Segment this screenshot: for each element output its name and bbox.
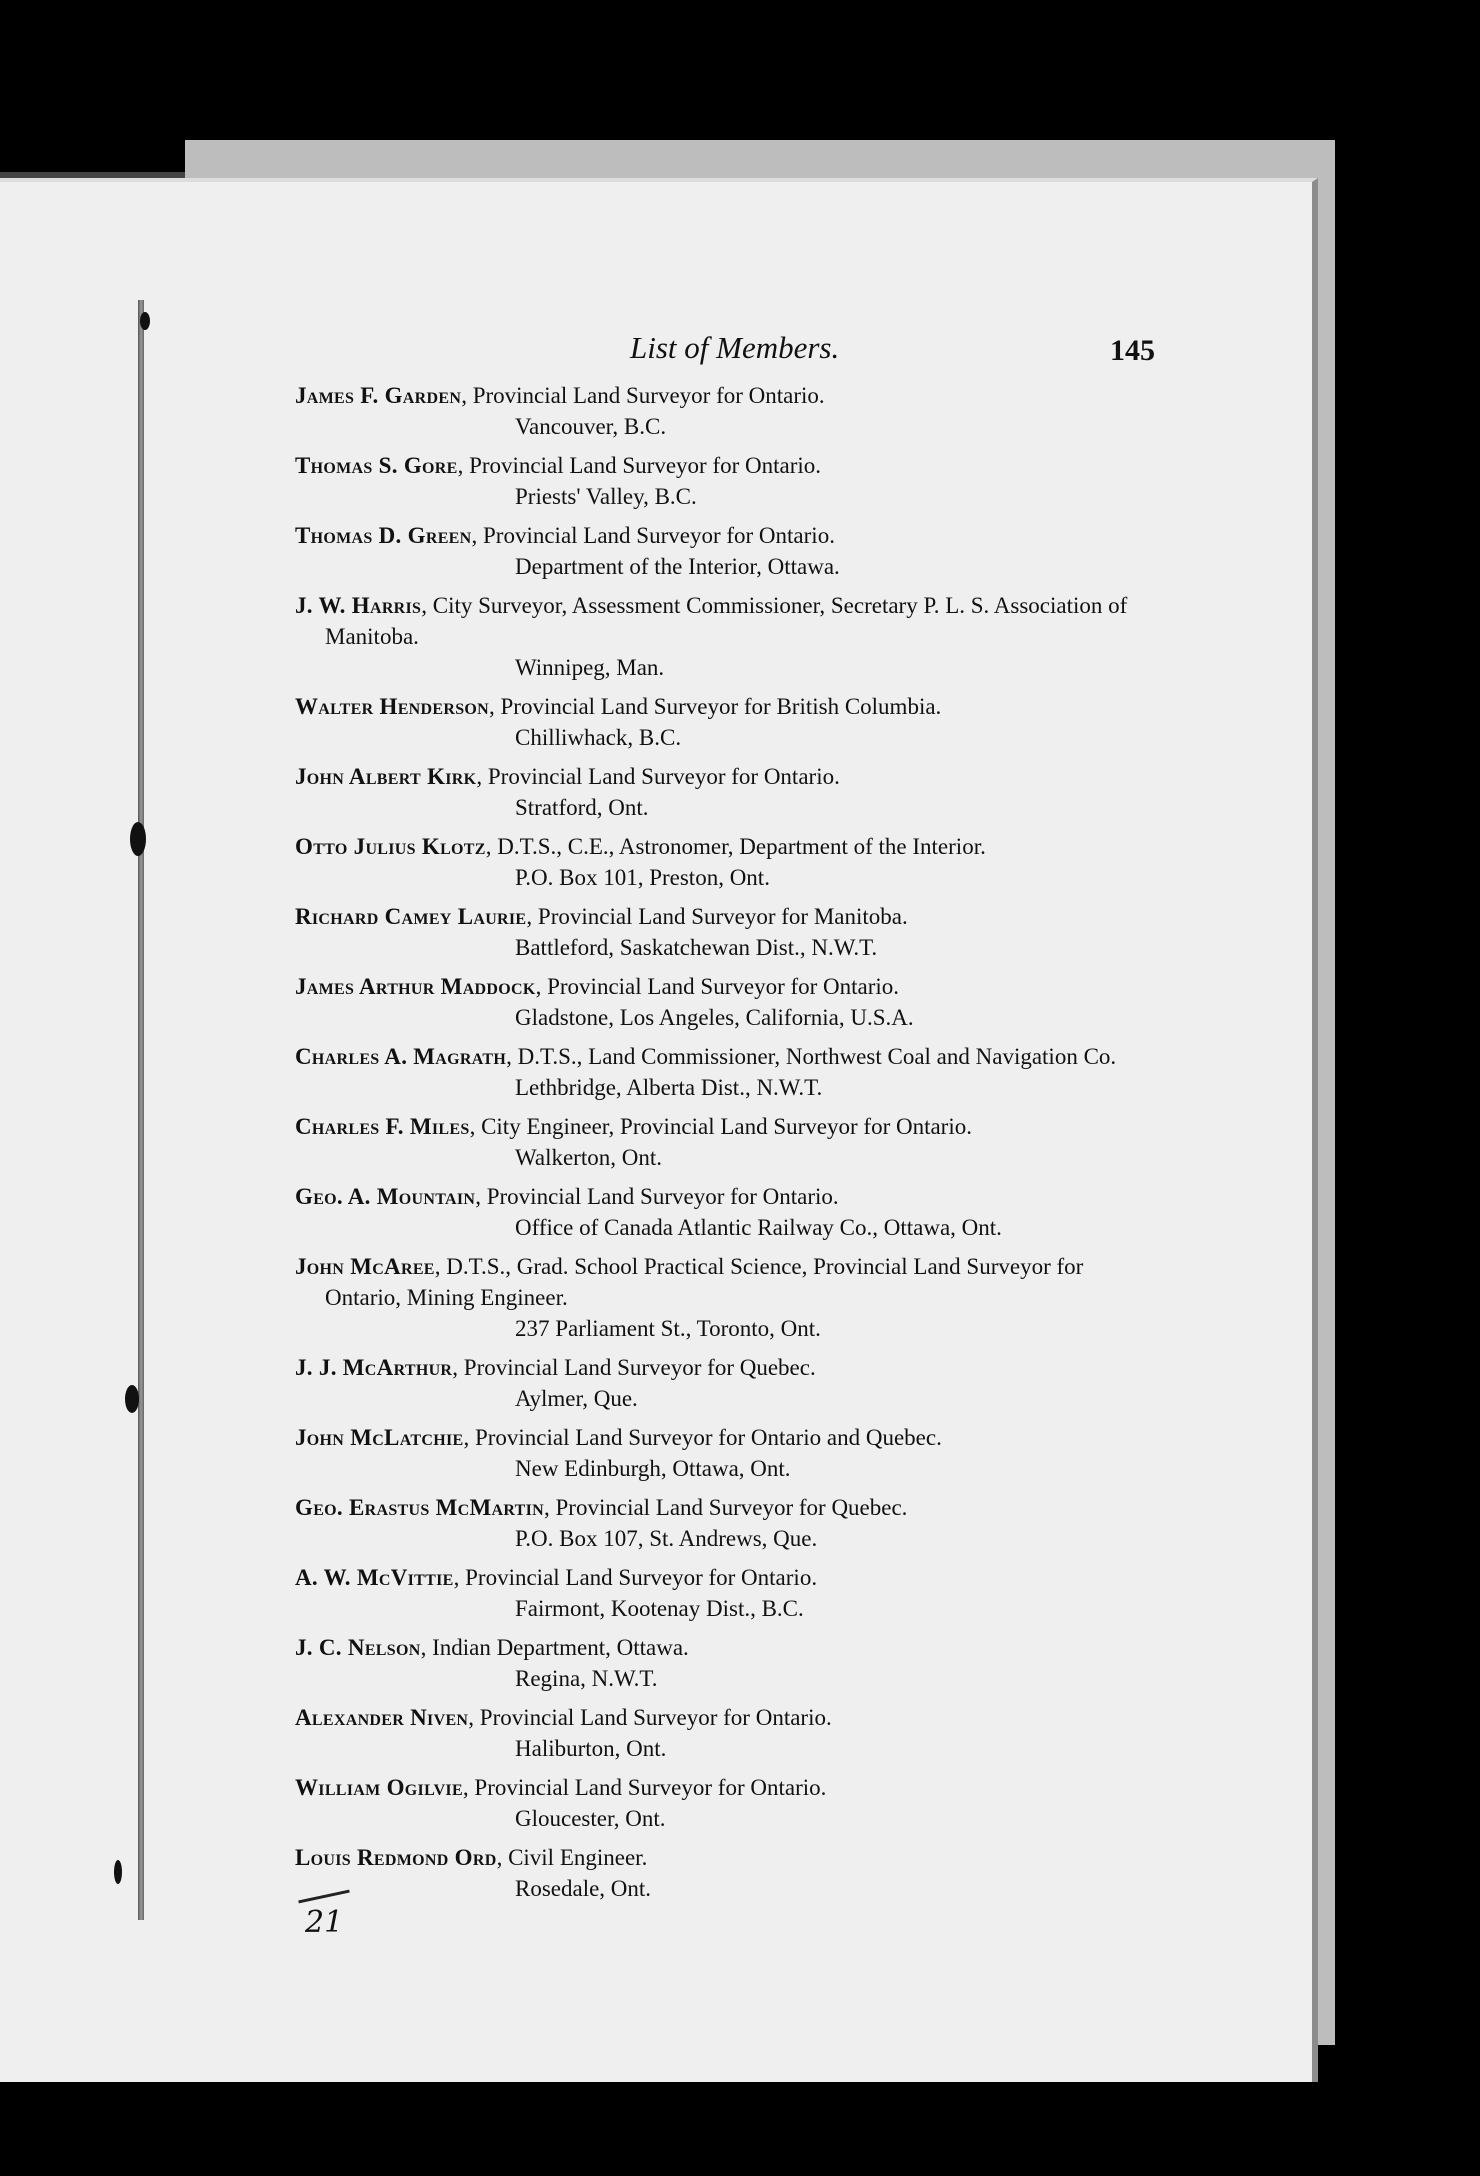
member-address: Vancouver, B.C. xyxy=(515,414,667,439)
member-description: , City Surveyor, Assessment Commissioner, Secretary P. L. S. Association of Manitoba. xyxy=(325,593,1128,649)
member-line xyxy=(295,590,1155,652)
member-line xyxy=(295,380,1155,411)
binding-blot xyxy=(125,1385,139,1413)
member-name: Charles F. Miles xyxy=(295,1114,470,1139)
member-entry xyxy=(295,1562,1155,1624)
member-entry xyxy=(295,520,1155,582)
binding-blot xyxy=(140,312,150,330)
member-entry xyxy=(295,831,1155,893)
member-line xyxy=(295,1702,1155,1733)
member-line xyxy=(295,1492,1155,1523)
member-address: Regina, N.W.T. xyxy=(515,1666,658,1691)
member-description: , Provincial Land Surveyor for Ontario. xyxy=(476,764,840,789)
member-line xyxy=(295,691,1155,722)
member-entry xyxy=(295,761,1155,823)
member-description: , City Engineer, Provincial Land Surveyor for Ontario. xyxy=(469,1114,972,1139)
member-address: Lethbridge, Alberta Dist., N.W.T. xyxy=(515,1075,823,1100)
handwritten-note: 21 xyxy=(305,1905,344,1940)
member-line xyxy=(295,1842,1155,1873)
member-address: P.O. Box 101, Preston, Ont. xyxy=(515,865,770,890)
member-description: , Provincial Land Surveyor for Ontario. xyxy=(462,1775,827,1800)
member-name: Otto Julius Klotz xyxy=(295,834,486,859)
member-line xyxy=(295,450,1155,481)
member-description: , Provincial Land Surveyor for Ontario. xyxy=(471,523,835,548)
member-line xyxy=(295,831,1155,862)
member-description: , Indian Department, Ottawa. xyxy=(420,1635,689,1660)
member-address: Battleford, Saskatchewan Dist., N.W.T. xyxy=(515,935,878,960)
member-name: Thomas S. Gore xyxy=(295,453,458,478)
member-entry xyxy=(295,691,1155,753)
member-name: John McAree xyxy=(295,1254,435,1279)
member-name: J. W. Harris xyxy=(295,593,422,618)
member-name: William Ogilvie xyxy=(295,1775,463,1800)
member-entry xyxy=(295,1772,1155,1834)
member-entry xyxy=(295,450,1155,512)
member-address: Aylmer, Que. xyxy=(515,1386,638,1411)
binding-blot xyxy=(130,822,146,856)
member-description: , Civil Engineer. xyxy=(496,1845,648,1870)
member-name: J. C. Nelson xyxy=(295,1635,421,1660)
member-address: Stratford, Ont. xyxy=(515,795,649,820)
member-line xyxy=(295,971,1155,1002)
member-description: , D.T.S., C.E., Astronomer, Department of the Interior. xyxy=(485,834,986,859)
running-title: List of Members. xyxy=(630,330,840,365)
member-entry xyxy=(295,1111,1155,1173)
member-entry xyxy=(295,1842,1155,1904)
member-line xyxy=(295,1772,1155,1803)
member-entry xyxy=(295,1251,1155,1344)
member-entry xyxy=(295,971,1155,1033)
page-number: 145 xyxy=(1110,334,1155,367)
member-name: James Arthur Maddock xyxy=(295,974,536,999)
member-name: A. W. McVittie xyxy=(295,1565,454,1590)
member-line xyxy=(295,1041,1155,1072)
member-list xyxy=(295,380,1155,1904)
member-name: Charles A. Magrath xyxy=(295,1044,507,1069)
member-description: , Provincial Land Surveyor for Ontario. xyxy=(461,383,825,408)
member-description: , Provincial Land Surveyor for Ontario. xyxy=(468,1705,832,1730)
binding-blot xyxy=(114,1860,122,1884)
member-name: John McLatchie xyxy=(295,1425,464,1450)
member-description: , D.T.S., Land Commissioner, Northwest Coal and Navigation Co. xyxy=(506,1044,1117,1069)
member-name: James F. Garden xyxy=(295,383,462,408)
member-description: , Provincial Land Surveyor for British Columbia. xyxy=(489,694,942,719)
page-header xyxy=(295,330,1155,380)
member-name: J. J. McArthur xyxy=(295,1355,453,1380)
member-address: New Edinburgh, Ottawa, Ont. xyxy=(515,1456,791,1481)
member-address: Fairmont, Kootenay Dist., B.C. xyxy=(515,1596,804,1621)
member-entry xyxy=(295,1352,1155,1414)
member-description: , Provincial Land Surveyor for Ontario. xyxy=(453,1565,818,1590)
binding-margin xyxy=(138,300,144,1920)
member-entry xyxy=(295,1181,1155,1243)
member-address: Gloucester, Ont. xyxy=(515,1806,666,1831)
member-entry xyxy=(295,1041,1155,1103)
member-address: Chilliwhack, B.C. xyxy=(515,725,682,750)
member-address: Rosedale, Ont. xyxy=(515,1876,652,1901)
member-line xyxy=(295,1632,1155,1663)
member-address: 237 Parliament St., Toronto, Ont. xyxy=(515,1316,821,1341)
member-entry xyxy=(295,901,1155,963)
member-line xyxy=(295,901,1155,932)
member-entry xyxy=(295,380,1155,442)
member-description: , Provincial Land Surveyor for Ontario and Quebec. xyxy=(463,1425,942,1450)
member-name: Louis Redmond Ord xyxy=(295,1845,497,1870)
member-line xyxy=(295,761,1155,792)
member-entry xyxy=(295,1422,1155,1484)
member-description: , Provincial Land Surveyor for Ontario. xyxy=(535,974,900,999)
member-address: Haliburton, Ont. xyxy=(515,1736,667,1761)
member-entry xyxy=(295,1702,1155,1764)
member-list-page-content xyxy=(295,330,1155,1912)
member-entry xyxy=(295,1492,1155,1554)
member-line xyxy=(295,1352,1155,1383)
member-address: Walkerton, Ont. xyxy=(515,1145,662,1170)
member-line xyxy=(295,520,1155,551)
member-name: John Albert Kirk xyxy=(295,764,477,789)
member-address: Department of the Interior, Ottawa. xyxy=(515,554,840,579)
member-description: , Provincial Land Surveyor for Quebec. xyxy=(452,1355,816,1380)
member-address: Priests' Valley, B.C. xyxy=(515,484,697,509)
member-description: , Provincial Land Surveyor for Quebec. xyxy=(544,1495,908,1520)
member-name: Alexander Niven xyxy=(295,1705,469,1730)
member-address: Winnipeg, Man. xyxy=(515,655,665,680)
member-name: Geo. Erastus McMartin xyxy=(295,1495,545,1520)
member-description: , D.T.S., Grad. School Practical Science, Provincial Land Surveyor for Ontario, Mining Engineer. xyxy=(325,1254,1084,1310)
member-name: Geo. A. Mountain xyxy=(295,1184,476,1209)
member-description: , Provincial Land Surveyor for Ontario. xyxy=(475,1184,839,1209)
member-address: Office of Canada Atlantic Railway Co., Ottawa, Ont. xyxy=(515,1215,1002,1240)
member-line xyxy=(295,1251,1155,1313)
member-address: Gladstone, Los Angeles, California, U.S.A. xyxy=(515,1005,914,1030)
member-description: , Provincial Land Surveyor for Manitoba. xyxy=(526,904,908,929)
member-description: , Provincial Land Surveyor for Ontario. xyxy=(457,453,822,478)
member-entry xyxy=(295,590,1155,683)
member-name: Thomas D. Green xyxy=(295,523,472,548)
member-line xyxy=(295,1562,1155,1593)
member-name: Walter Henderson xyxy=(295,694,490,719)
member-address: P.O. Box 107, St. Andrews, Que. xyxy=(515,1526,818,1551)
member-line xyxy=(295,1422,1155,1453)
member-line xyxy=(295,1111,1155,1142)
member-name: Richard Camey Laurie xyxy=(295,904,527,929)
member-line xyxy=(295,1181,1155,1212)
member-entry xyxy=(295,1632,1155,1694)
